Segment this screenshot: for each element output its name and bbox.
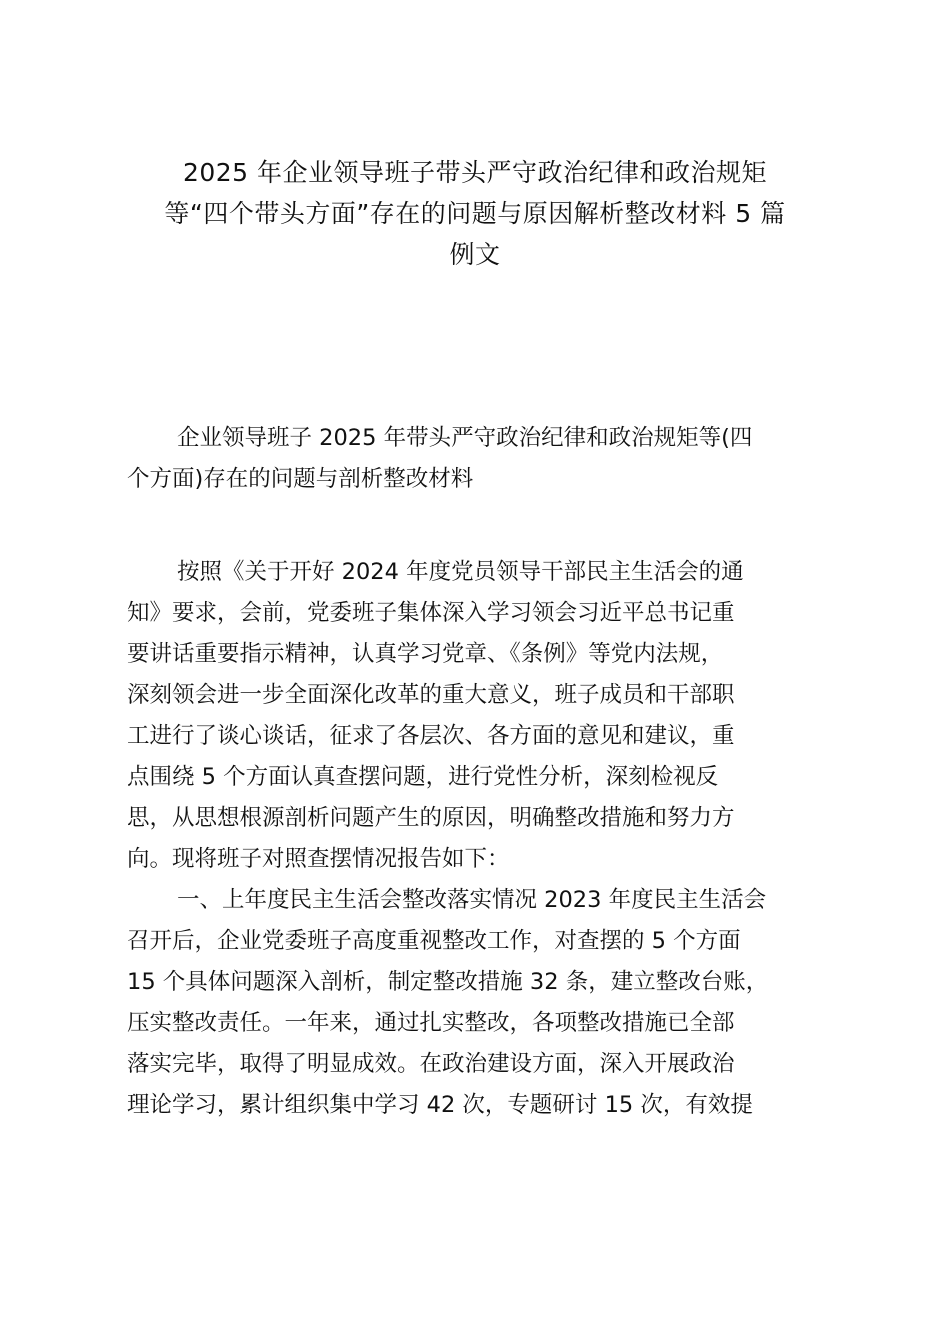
- body-line: 知》要求，会前，党委班子集体深入学习领会习近平总书记重: [127, 600, 735, 626]
- body-line: 15 个具体问题深入剖析，制定整改措施 32 条，建立整改台账，: [127, 969, 769, 995]
- body-line: 向。现将班子对照查摆情况报告如下：: [127, 846, 510, 872]
- document-title: [110, 152, 840, 275]
- body-line: 一、上年度民主生活会整改落实情况 2023 年度民主生活会: [177, 887, 767, 913]
- body-line: 工进行了谈心谈话，征求了各层次、各方面的意见和建议，重: [127, 723, 735, 749]
- body-line: 压实整改责任。一年来，通过扎实整改，各项整改措施已全部: [127, 1010, 735, 1036]
- body-line: 按照《关于开好 2024 年度党员领导干部民主生活会的通: [177, 559, 744, 585]
- title-line: 2025 年企业领导班子带头严守政治纪律和政治规矩: [182, 158, 768, 187]
- body-paragraphs: [127, 552, 832, 1126]
- title-line: 例文: [449, 240, 501, 269]
- body-line: 点围绕 5 个方面认真查摆问题，进行党性分析，深刻检视反: [127, 764, 719, 790]
- title-line: 等“四个带头方面”存在的问题与原因解析整改材料 5 篇: [164, 199, 786, 228]
- body-line: 理论学习，累计组织集中学习 42 次，专题研讨 15 次，有效提: [127, 1092, 753, 1118]
- body-line: 落实完毕，取得了明显成效。在政治建设方面，深入开展政治: [127, 1051, 735, 1077]
- body-line: 思，从思想根源剖析问题产生的原因，明确整改措施和努力方: [127, 805, 735, 831]
- body-line: 要讲话重要指示精神，认真学习党章、《条例》等党内法规，: [127, 641, 724, 667]
- subtitle-line: 个方面)存在的问题与剖析整改材料: [127, 466, 474, 492]
- section-subtitle: [127, 418, 827, 500]
- body-line: 深刻领会进一步全面深化改革的重大意义，班子成员和干部职: [127, 682, 735, 708]
- subtitle-line: 企业领导班子 2025 年带头严守政治纪律和政治规矩等(四: [177, 425, 753, 451]
- body-line: 召开后，企业党委班子高度重视整改工作，对查摆的 5 个方面: [127, 928, 741, 954]
